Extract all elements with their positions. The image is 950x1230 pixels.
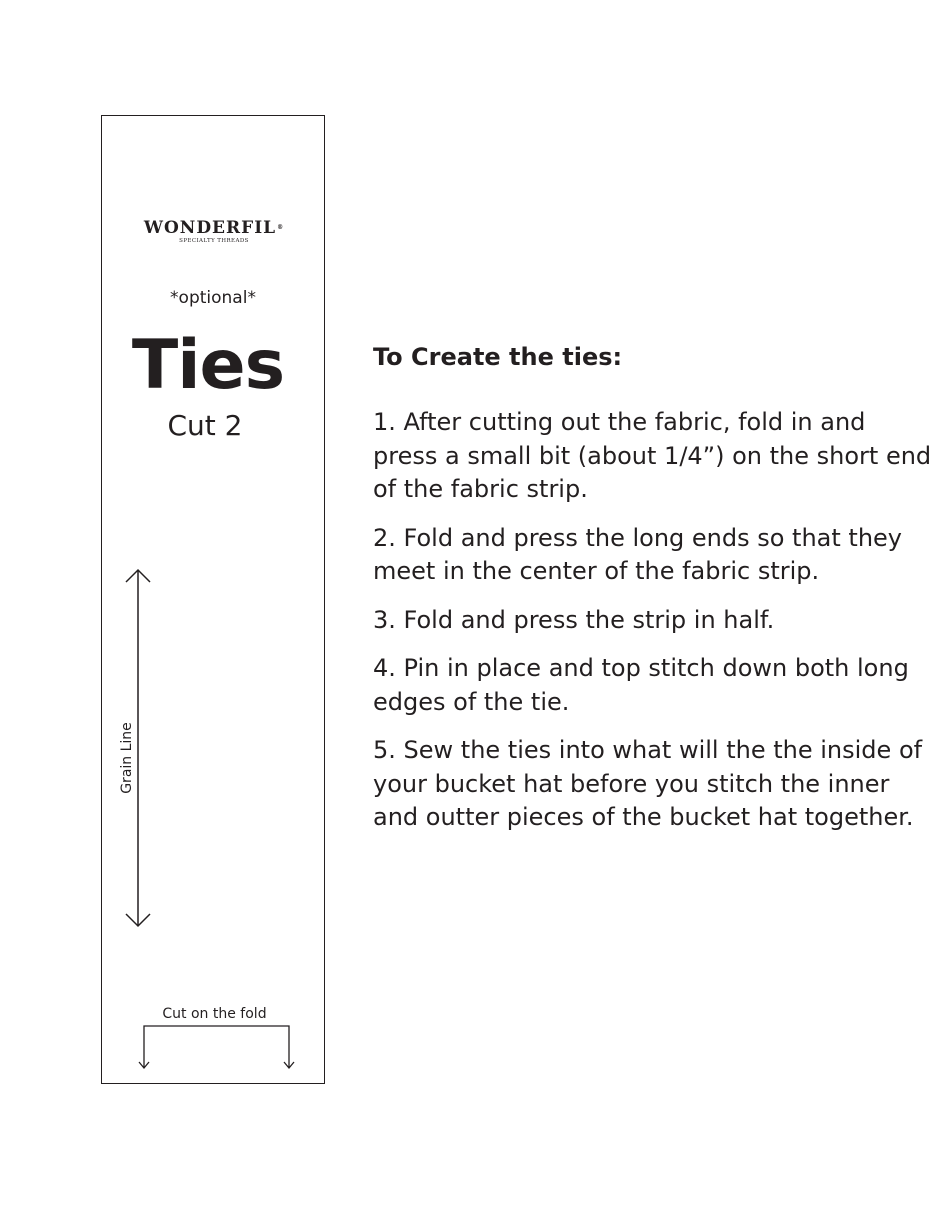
piece-title: Ties bbox=[131, 326, 285, 405]
instruction-step: 5. Sew the ties into what will the the inside of your bucket hat before you stitch the inner and outter pieces of the bucket hat together. bbox=[373, 736, 923, 831]
instruction-step: 4. Pin in place and top stitch down both long edges of the tie. bbox=[373, 654, 909, 716]
cut-count: Cut 2 bbox=[167, 409, 243, 442]
wonderfil-logo bbox=[140, 219, 288, 245]
logo-tagline: SPECIALTY THREADS bbox=[179, 238, 249, 244]
logo-registered-mark: ® bbox=[277, 224, 285, 231]
pattern-piece-ties bbox=[101, 115, 325, 1084]
logo-wordmark: WONDERFIL bbox=[143, 218, 277, 238]
instruction-step: 1. After cutting out the fabric, fold in and press a small bit (about 1/4”) on the short end of the fabric strip. bbox=[373, 408, 932, 503]
optional-note: *optional* bbox=[170, 288, 256, 308]
instruction-step: 2. Fold and press the long ends so that they meet in the center of the fabric strip. bbox=[373, 523, 903, 585]
instructions bbox=[373, 340, 933, 850]
instruction-step: 3. Fold and press the strip in half. bbox=[373, 605, 775, 634]
cut-on-fold-bracket-icon bbox=[137, 1024, 297, 1074]
fold-line-label: Cut on the fold bbox=[162, 1006, 267, 1022]
instructions-heading: To Create the ties: bbox=[373, 343, 623, 371]
grain-line-label: Grain Line bbox=[119, 722, 135, 794]
